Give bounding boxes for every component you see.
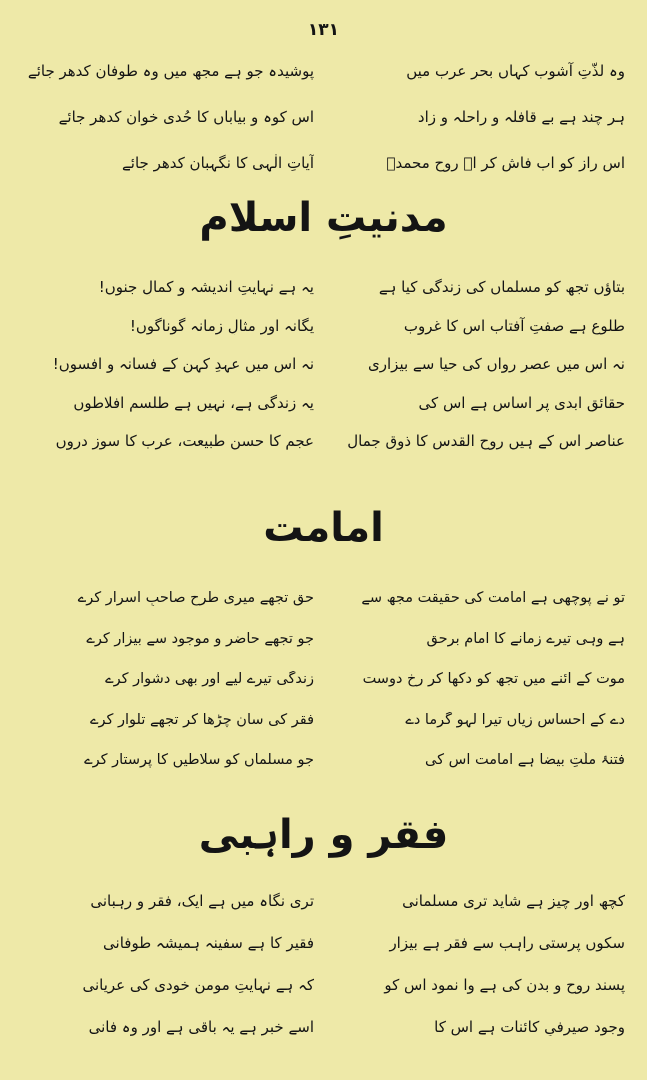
verse-couplet xyxy=(22,922,625,964)
verse-couplet xyxy=(22,578,625,619)
verse-couplet xyxy=(22,700,625,741)
verse-second-hemistich: زندگی تیرے لیے اور بھی دشوار کرے xyxy=(105,671,314,688)
section-title-imamat: امامت xyxy=(263,505,384,551)
verse-first-hemistich: تو نے پوچھی ہے امامت کی حقیقت مجھ سے xyxy=(361,590,625,607)
poem-madaniyat-e-islam xyxy=(22,268,625,461)
verse-second-hemistich: یہ زندگی ہے، نہیں ہے طلسمِ افلاطوں xyxy=(73,393,314,412)
verse-first-hemistich: ہے وہی تیرے زمانے کا امامِ برحق xyxy=(426,630,625,647)
verse-second-hemistich: کہ ہے نہایتِ مومن خودی کی عریانی xyxy=(82,976,314,994)
section-title-madaniyat-e-islam: مدنیتِ اسلام xyxy=(199,195,448,241)
poem-faqr-o-rahbi xyxy=(22,880,625,1048)
verse-first-hemistich: پسند روح و بدن کی ہے وا نمود اس کو xyxy=(384,976,625,994)
verse-couplet xyxy=(22,964,625,1006)
verse-couplet xyxy=(22,1006,625,1048)
verse-first-hemistich: فتنۂ ملّتِ بیضا ہے امامت اس کی xyxy=(425,752,625,769)
verse-second-hemistich: جو مسلماں کو سلاطیں کا پرستار کرے xyxy=(84,752,314,769)
verse-second-hemistich: آیاتِ الٰہی کا نگہبان کدھر جائے xyxy=(122,154,314,172)
intro-verses xyxy=(22,48,625,186)
verse-first-hemistich: عناصر اس کے ہیں روح القدس کا ذوقِ جمال xyxy=(347,432,625,451)
verse-couplet xyxy=(22,384,625,423)
poem-imamat xyxy=(22,578,625,781)
verse-first-hemistich: کچھ اور چیز ہے شاید تری مسلمانی xyxy=(402,892,625,910)
verse-couplet xyxy=(22,307,625,346)
verse-second-hemistich: حق تجھے میری طرح صاحبِ اسرار کرے xyxy=(77,590,314,607)
verse-first-hemistich: سکوں پرستی راہب سے فقر ہے بیزار xyxy=(389,934,625,952)
verse-first-hemistich: نہ اس میں عصرِ رواں کی حیا سے بیزاری xyxy=(368,355,625,374)
verse-couplet xyxy=(22,880,625,922)
verse-couplet xyxy=(22,422,625,461)
verse-second-hemistich: اس کوہ و بیاباں کا حُدی خوان کدھر جائے xyxy=(58,108,314,126)
page-number: ۱۳۱ xyxy=(307,20,340,40)
verse-couplet xyxy=(22,345,625,384)
verse-second-hemistich: نہ اس میں عہدِ کہن کے فسانہ و افسوں! xyxy=(52,355,314,374)
verse-first-hemistich: بتاؤں تجھ کو مسلماں کی زندگی کیا ہے xyxy=(378,278,625,297)
verse-couplet xyxy=(22,619,625,660)
verse-second-hemistich: یہ ہے نہایتِ اندیشہ و کمالِ جنوں! xyxy=(98,278,314,297)
verse-first-hemistich: ہر چند ہے بے قافلہ و راحلہ و زاد xyxy=(417,108,625,126)
verse-first-hemistich: موت کے آئنے میں تجھ کو دکھا کر رخِ دوست xyxy=(362,671,625,688)
verse-first-hemistich: وہ لذّتِ آشوب کہاں بحرِ عرب میں xyxy=(406,62,625,80)
verse-first-hemistich: وجود صیرفیِ کائنات ہے اس کا xyxy=(434,1018,625,1036)
verse-second-hemistich: جو تجھے حاضر و موجود سے بیزار کرے xyxy=(86,630,314,647)
verse-couplet xyxy=(22,740,625,781)
verse-second-hemistich: اسے خبر ہے یہ باقی ہے اور وہ فانی xyxy=(88,1018,314,1036)
verse-second-hemistich: یگانہ اور مثالِ زمانہ گوناگوں! xyxy=(129,316,314,335)
section-title-faqr-o-rahbi: فقر و راہبی xyxy=(198,812,449,858)
verse-second-hemistich: پوشیدہ جو ہے مجھ میں وہ طوفان کدھر جائے xyxy=(27,62,314,80)
verse-first-hemistich: اس راز کو اب فاش کر اے روحِ محمدؐ xyxy=(386,154,625,172)
verse-couplet xyxy=(22,268,625,307)
verse-first-hemistich: حقائقِ ابدی پر اساس ہے اس کی xyxy=(418,393,625,412)
verse-second-hemistich: عجم کا حسنِ طبیعت، عرب کا سوزِ دروں xyxy=(55,432,314,451)
verse-couplet xyxy=(22,48,625,94)
verse-second-hemistich: فقر کی سان چڑھا کر تجھے تلوار کرے xyxy=(90,711,314,728)
verse-second-hemistich: تری نگاہ میں ہے ایک، فقر و رہبانی xyxy=(90,892,314,910)
verse-first-hemistich: طلوع ہے صفتِ آفتاب اس کا غروب xyxy=(403,316,625,335)
verse-couplet xyxy=(22,140,625,186)
verse-couplet xyxy=(22,659,625,700)
verse-couplet xyxy=(22,94,625,140)
verse-first-hemistich: دے کے احساسِ زیاں تیرا لہو گرما دے xyxy=(405,711,625,728)
verse-second-hemistich: فقیر کا ہے سفینہ ہمیشہ طوفانی xyxy=(103,934,314,952)
